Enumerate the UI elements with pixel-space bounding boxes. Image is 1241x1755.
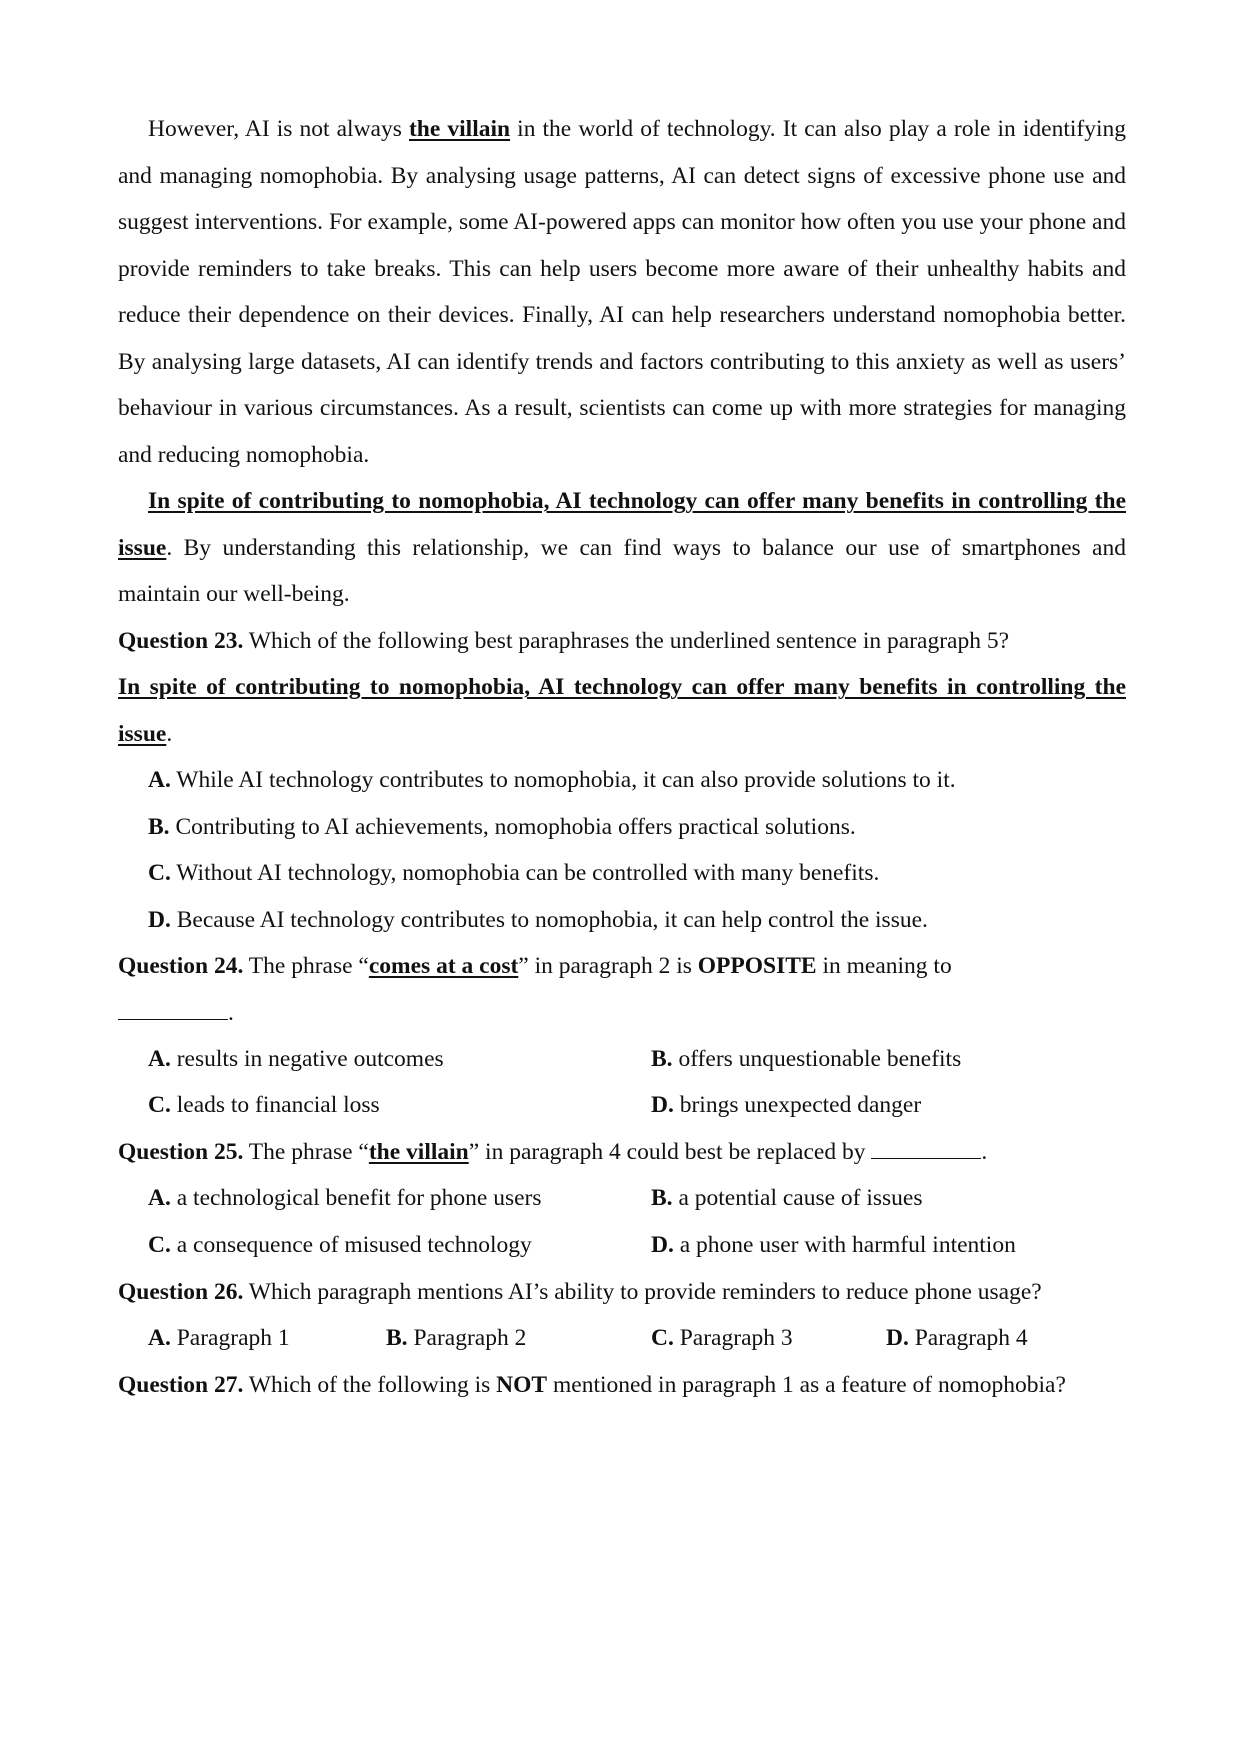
option-c[interactable]: C. Without AI technology, nomophobia can be controlled with many benefits. [148, 860, 880, 886]
paragraph-4: However, AI is not always the villain in the world of technology. It can also play a role in identifying and managing nomophobia. By analysing usage patterns, AI can detect signs of excessive phone use and suggest interventions. For example, some AI-powered apps can monitor how often you use your phone and provide reminders to take breaks. This can help users become more aware of their unhealthy habits and reduce their dependence on their devices. Finally, AI can help researchers understand nomophobia better. By analysing large datasets, AI can identify trends and factors contributing to this anxiety as well as users’ behaviour in various circumstances. As a result, scientists can come up with more strategies for managing and reducing nomophobia. [118, 116, 1127, 468]
options-row [118, 1315, 1126, 1362]
option-a[interactable]: A. results in negative outcomes [148, 1045, 444, 1072]
option-c[interactable]: C. a consequence of misused technology [148, 1231, 532, 1258]
option-a[interactable]: A. a technological benefit for phone users [148, 1185, 542, 1212]
question-26-stem: Question 26. Which paragraph mentions AI’s ability to provide reminders to reduce phone usage? [118, 1278, 1042, 1305]
underlined-sentence: In spite of contributing to nomophobia, AI technology can offer many benefits in controlling the issue [118, 488, 1126, 561]
question-23 [118, 618, 1126, 944]
document-page [118, 106, 1126, 1408]
question-23-quote: In spite of contributing to nomophobia, AI technology can offer many benefits in controlling the issue. [118, 674, 1126, 747]
option-b[interactable]: B. Contributing to AI achievements, nomophobia offers practical solutions. [148, 813, 856, 840]
question-27 [118, 1362, 1126, 1409]
answer-blank [871, 1138, 981, 1159]
question-27-stem: Question 27. Which of the following is NOT mentioned in paragraph 1 as a feature of nomophobia? [118, 1371, 1066, 1398]
options-row-1 [118, 1036, 1126, 1083]
options-row-1 [118, 1176, 1126, 1223]
option-a[interactable]: A. While AI technology contributes to nomophobia, it can also provide solutions to it. [148, 767, 956, 793]
option-b[interactable]: B. offers unquestionable benefits [651, 1045, 962, 1072]
answer-blank [118, 999, 228, 1020]
options-row-2 [118, 1222, 1126, 1269]
option-d[interactable]: D. brings unexpected danger [651, 1092, 922, 1119]
paragraph-5: In spite of contributing to nomophobia, AI technology can offer many benefits in controlling the issue. By understanding this relationship, we can find ways to balance our use of smartphones and maintain our well-being. [118, 488, 1126, 607]
option-d[interactable]: D. Because AI technology contributes to nomophobia, it can help control the issue. [148, 906, 928, 933]
question-25 [118, 1129, 1126, 1269]
option-d[interactable]: D. Paragraph 4 [886, 1324, 1028, 1351]
question-23-stem: Question 23. Which of the following best paraphrases the underlined sentence in paragraph 5? [118, 627, 1010, 654]
option-a[interactable]: A. Paragraph 1 [148, 1324, 290, 1351]
options-row-2 [118, 1083, 1126, 1130]
underlined-the-villain: the villain [408, 116, 511, 142]
question-24-stem: Question 24. The phrase “comes at a cost” in paragraph 2 is OPPOSITE in meaning to . [118, 953, 952, 1026]
option-c[interactable]: C. Paragraph 3 [651, 1324, 793, 1351]
option-b[interactable]: B. Paragraph 2 [386, 1324, 527, 1351]
option-d[interactable]: D. a phone user with harmful intention [651, 1231, 1016, 1258]
question-25-stem: Question 25. The phrase “the villain” in paragraph 4 could best be replaced by . [118, 1139, 988, 1165]
question-24 [118, 943, 1126, 1129]
option-c[interactable]: C. leads to financial loss [148, 1092, 380, 1119]
question-26 [118, 1269, 1126, 1362]
option-b[interactable]: B. a potential cause of issues [651, 1185, 923, 1212]
